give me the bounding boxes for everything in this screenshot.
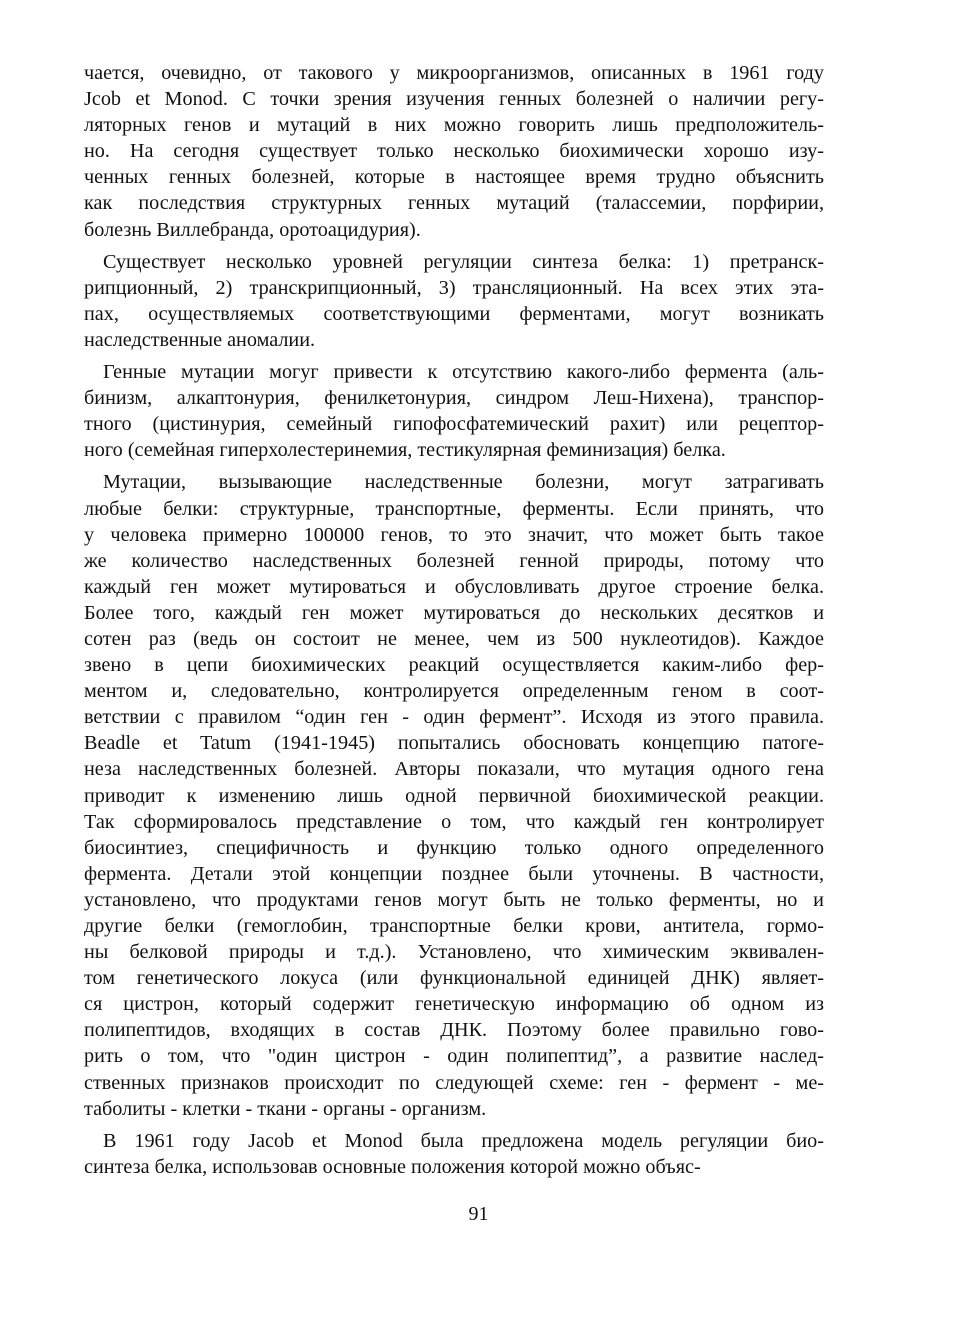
text-line: В 1961 году Jacob et Monod была предложена модель регуляции био- <box>103 1129 824 1152</box>
text-line: бинизм, алкаптонурия, фенилкетонурия, синдром Леш-Нихена), транспор- <box>84 387 824 410</box>
text-line: пах, осуществляемых соответствующими ферментами, могут возникать <box>84 302 824 325</box>
text-line: фермента. Детали этой концепции позднее были уточнены. В частности, <box>84 862 824 885</box>
text-line: Генные мутации могуг привести к отсутствию какого-либо фермента (аль- <box>103 361 824 384</box>
text-line: как последствия структурных генных мутаций (талассемии, порфирии, <box>84 192 824 215</box>
paragraph <box>84 249 824 353</box>
text-line: установлено, что продуктами генов могут быть не только ферменты, но и <box>84 888 824 911</box>
paragraph <box>84 469 824 1121</box>
text-line: полипептидов, входящих в состав ДНК. Поэтому более правильно гово- <box>84 1019 824 1042</box>
text-line: другие белки (гемоглобин, транспортные белки крови, антитела, гормо- <box>84 915 824 937</box>
text-line: болезнь Виллебранда, оротоацидурия). <box>84 218 421 241</box>
text-line: звено в цепи биохимических реакций осуществляется каким-либо фер- <box>84 654 824 677</box>
text-line: рить о том, что "один цистрон - один полипептид”, а развитие наслед- <box>84 1045 824 1068</box>
text-line: но. На сегодня существует только несколько биохимически хорошо изу- <box>84 140 824 163</box>
page-body <box>84 60 824 1180</box>
text-line: ментом и, следовательно, контролируется определенным геном в соот- <box>84 680 824 703</box>
page-number: 91 <box>468 1203 489 1225</box>
text-line: Мутации, вызывающие наследственные болезни, могут затрагивать <box>103 471 824 494</box>
text-line: биосинтиез, специфичность и функцию только одного определенного <box>84 836 824 859</box>
text-line: каждый ген может мутироваться и обусловливать другое строение белка. <box>84 575 824 598</box>
text-line: чается, очевидно, от такового у микроорганизмов, описанных в 1961 году <box>84 62 824 84</box>
text-line: ственных признаков происходит по следующей схеме: ген - фермент - ме- <box>84 1071 824 1094</box>
text-line: ветствии с правилом “один ген - один фермент”. Исходя из этого правила. <box>84 706 824 729</box>
text-line: сотен раз (ведь он состоит не менее, чем из 500 нуклеотидов). Каждое <box>84 627 824 650</box>
text-line: Beadle et Tatum (1941-1945) попытались обосновать концепцию патоге- <box>84 732 824 755</box>
text-line: неза наследственных болезней. Авторы показали, что мутация одного гена <box>84 758 824 781</box>
text-line: наследственные аномалии. <box>84 328 316 351</box>
text-line: Существует несколько уровней регуляции синтеза белка: 1) претранск- <box>103 250 824 273</box>
text-line: том генетического локуса (или функциональной единицей ДНК) являет- <box>84 967 824 990</box>
text-line: рипционный, 2) транскрипционный, 3) трансляционный. На всех этих эта- <box>84 276 824 299</box>
text-line: любые белки: структурные, транспортные, ферменты. Если принять, что <box>84 497 824 520</box>
text-line: же количество наследственных болезней генной природы, потому что <box>84 549 824 572</box>
text-line: тного (цистинурия, семейный гипофосфатемический рахит) или рецептор- <box>84 413 824 436</box>
paragraph <box>84 60 824 243</box>
text-line: Более того, каждый ген может мутироваться до нескольких десятков и <box>84 601 824 624</box>
text-line: ся цистрон, который содержит генетическую информацию об одном из <box>84 993 824 1016</box>
text-line: Jcob et Monod. С точки зрения изучения генных болезней о наличии регу- <box>84 88 824 111</box>
text-line: у человека примерно 100000 генов, то это значит, что может быть такое <box>84 523 824 546</box>
text-line: ного (семейная гиперхолестеринемия, тестикулярная феминизация) белка. <box>84 439 726 462</box>
text-line: синтеза белка, использовав основные положения которой можно объяс- <box>84 1155 701 1178</box>
text-line: ляторных генов и мутаций в них можно говорить лишь предположитель- <box>84 114 824 137</box>
text-line: приводит к изменению лишь одной первичной биохимической реакции. <box>84 784 824 807</box>
text-line: ченных генных болезней, которые в настоящее время трудно объяснить <box>84 166 824 189</box>
text-line: таболиты - клетки - ткани - органы - организм. <box>84 1097 487 1120</box>
paragraph <box>84 1128 824 1180</box>
text-line: Так сформировалось представление о том, что каждый ген контролирует <box>84 810 824 833</box>
paragraph <box>84 359 824 463</box>
text-line: ны белковой природы и т.д.). Установлено, что химическим эквивален- <box>84 941 824 964</box>
